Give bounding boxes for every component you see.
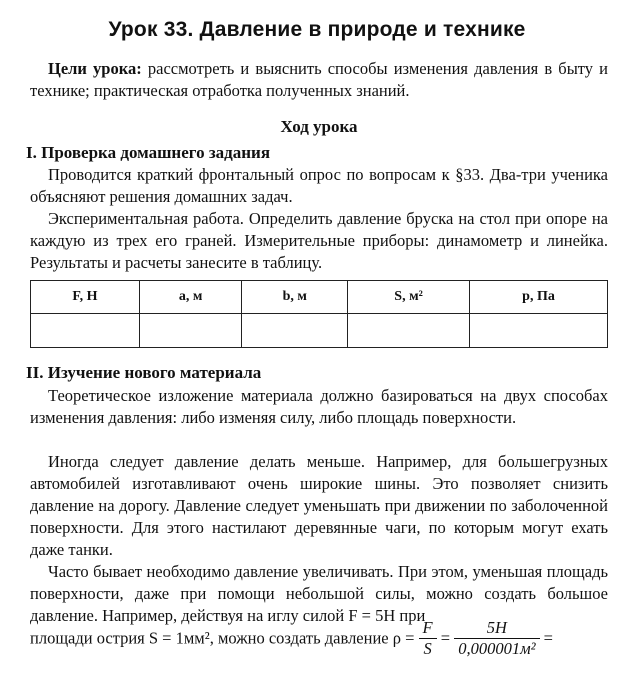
table-cell bbox=[242, 314, 348, 348]
fraction-f-over-s bbox=[419, 618, 437, 659]
section1-heading: I. Проверка домашнего задания bbox=[26, 143, 271, 162]
header-area: S, м² bbox=[348, 281, 470, 314]
section2-paragraph-1: Теоретическое изложение материала должно базироваться на двух способах изменения давления: либо изменяя силу, либо площадь поверхности. bbox=[30, 386, 608, 427]
header-length-a: а, м bbox=[139, 281, 242, 314]
section2-heading: II. Изучение нового материала bbox=[26, 363, 262, 382]
table-cell bbox=[470, 314, 608, 348]
pressure-formula bbox=[30, 618, 630, 678]
table-cell bbox=[139, 314, 242, 348]
fraction-numerator: F bbox=[419, 618, 437, 639]
fraction-denominator: 0,000001м² bbox=[458, 639, 536, 658]
results-table-header-row bbox=[31, 281, 608, 314]
header-length-b: b, м bbox=[242, 281, 348, 314]
lesson-goals bbox=[30, 58, 608, 102]
fraction-denominator: S bbox=[423, 639, 432, 658]
table-cell bbox=[348, 314, 470, 348]
header-force: F, Н bbox=[31, 281, 140, 314]
course-heading: Ход урока bbox=[280, 117, 358, 136]
formula-lead: площади острия S = 1мм², можно создать давление ρ = bbox=[30, 628, 415, 648]
fraction-numerator: 5Н bbox=[454, 618, 539, 639]
section2-paragraph-2: Иногда следует давление делать меньше. Например, для большегрузных автомобилей изготавливают очень широкие шины. Это позволяет снизить давление на дорогу. Давление следует уменьшать при движении по заболоченной поверхности. Для этого настилают деревянные чаги, по которым могут ехать даже танки. bbox=[30, 452, 608, 559]
trailing-equals-sign: = bbox=[543, 628, 553, 648]
table-cell bbox=[31, 314, 140, 348]
fraction-values bbox=[454, 618, 539, 659]
section1-paragraph-2: Экспериментальная работа. Определить давление бруска на стол при опоре на каждую из трех его граней. Измерительные приборы: динамометр и линейка. Результаты и расчеты занесите в таблицу. bbox=[30, 209, 608, 272]
section2-paragraph-3: Часто бывает необходимо давление увеличивать. При этом, уменьшая площадь поверхности, даже при помощи небольшой силы, можно создать большое давление. Например, действуя на иглу силой F = 5Н при bbox=[30, 562, 608, 625]
results-table bbox=[30, 280, 608, 348]
section1-paragraph-1: Проводится краткий фронтальный опрос по вопросам к §33. Два-три ученика объясняют решения домашних задач. bbox=[30, 165, 608, 206]
equals-sign: = bbox=[440, 628, 451, 648]
lesson-title: Урок 33. Давление в природе и технике bbox=[108, 18, 526, 41]
header-pressure: р, Па bbox=[470, 281, 608, 314]
table-row bbox=[31, 314, 608, 348]
goals-label: Цели урока: bbox=[48, 59, 142, 78]
goals-text: рассмотреть и выяснить способы изменения давления в быту и технике; практическая отработка полученных знаний. bbox=[30, 59, 608, 100]
